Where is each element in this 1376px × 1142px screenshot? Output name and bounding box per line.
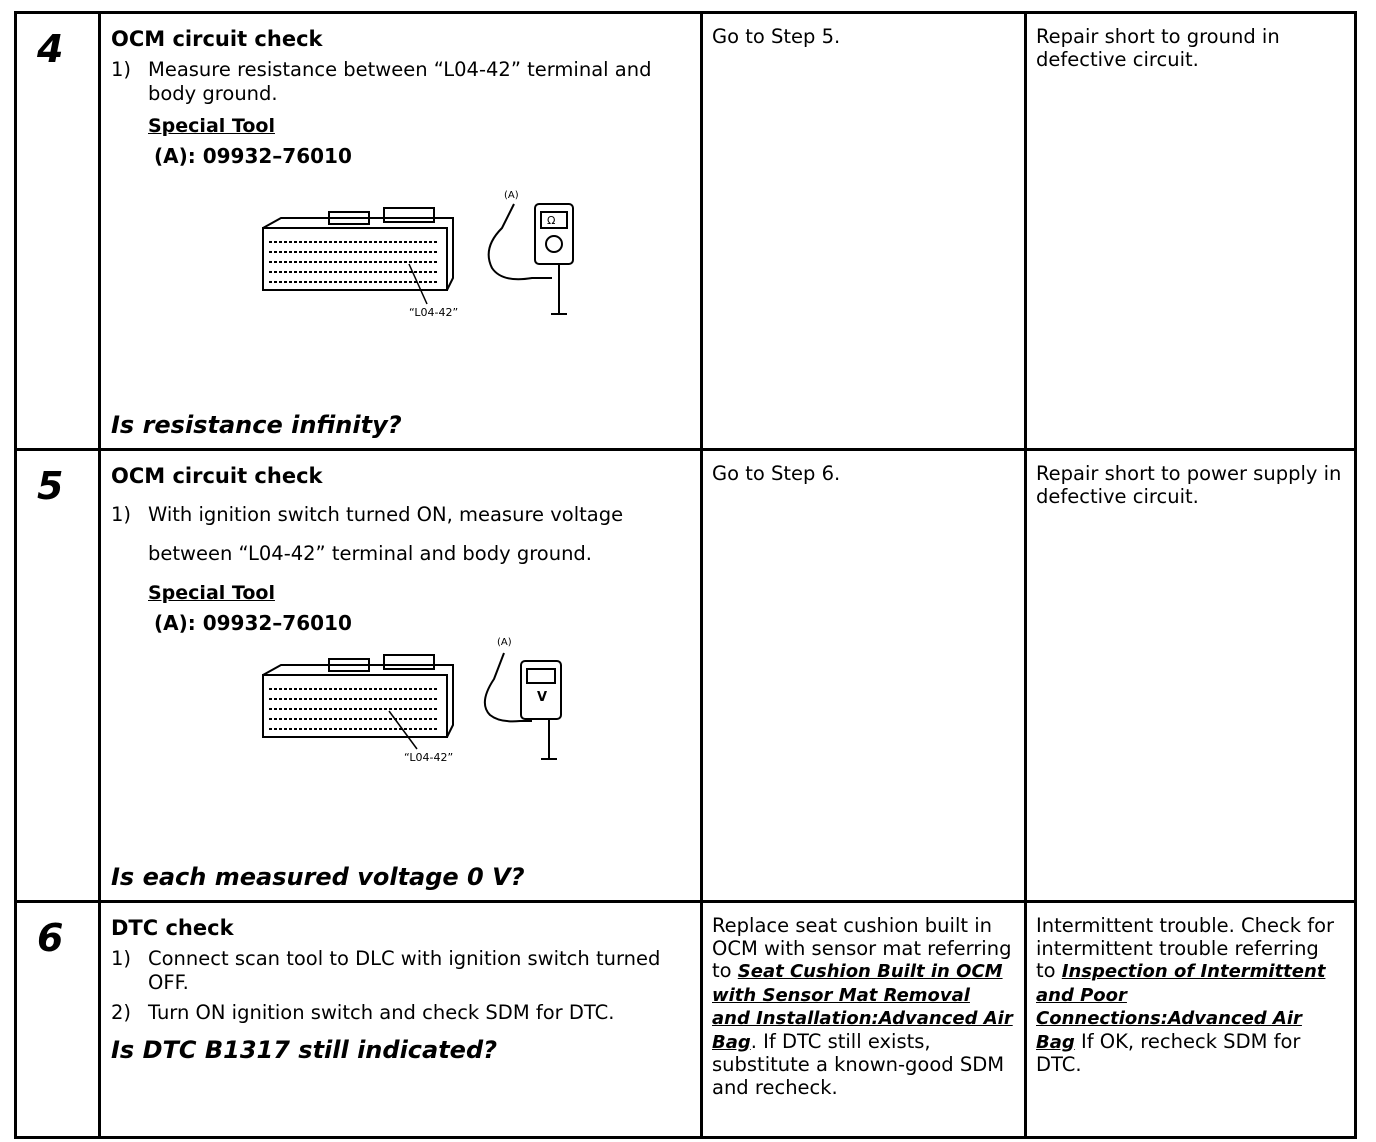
table-row (16, 450, 1356, 902)
question: Is DTC B1317 still indicated? (111, 1036, 498, 1064)
step-number: 5 (37, 464, 64, 508)
connector-voltmeter-diagram (259, 631, 579, 771)
connector-icon (263, 655, 453, 749)
no-text: Repair short to ground in defective circuit. (1036, 25, 1280, 71)
item-number: 1) (111, 58, 132, 81)
no-text-after: If OK, recheck SDM for DTC. (1036, 1029, 1301, 1076)
list-item (111, 495, 690, 573)
meter-symbol: Ω (547, 214, 556, 227)
action-cell (100, 902, 702, 1138)
terminal-label: “L04-42” (409, 306, 459, 319)
item-text: Measure resistance between “L04-42” terminal and body ground. (148, 58, 652, 105)
question: Is each measured voltage 0 V? (111, 863, 525, 891)
item-number: 2) (111, 1001, 132, 1024)
connector-ohmmeter-diagram (259, 184, 579, 324)
item-number: 1) (111, 503, 132, 526)
no-cell (1026, 902, 1356, 1138)
step-title: OCM circuit check (111, 27, 323, 51)
step-cell (16, 13, 100, 450)
item-text: Connect scan tool to DLC with ignition switch turned OFF. (148, 947, 661, 994)
no-text (1027, 903, 1354, 1077)
step-number: 6 (37, 916, 64, 960)
no-text: Repair short to power supply in defective circuit. (1036, 462, 1342, 508)
intermittent-inspection-link[interactable]: Inspection of Intermittent and Poor Connections:Advanced Air Bag (1036, 961, 1326, 1053)
yes-text-before: Replace seat cushion built in OCM with sensor mat referring to (712, 914, 1012, 982)
no-text-before: Intermittent trouble. Check for intermittent trouble referring to (1036, 914, 1335, 982)
no-cell (1026, 450, 1356, 902)
seat-cushion-link[interactable]: Seat Cushion Built in OCM with Sensor Mat Removal and Installation:Advanced Air Bag (712, 961, 1013, 1053)
yes-cell (702, 13, 1026, 450)
yes-text: Go to Step 5. (712, 25, 841, 48)
yes-text: Go to Step 6. (712, 462, 841, 485)
probe-label: (A) (504, 190, 519, 201)
list-item (111, 947, 690, 995)
list-item (111, 1001, 690, 1025)
connector-icon (263, 208, 453, 304)
list-item (111, 58, 690, 106)
meter-symbol: V (537, 690, 548, 705)
table-row (16, 13, 1356, 450)
special-tool-value: (A): 09932–76010 (154, 144, 352, 168)
yes-cell (702, 902, 1026, 1138)
no-cell (1026, 13, 1356, 450)
yes-text (703, 903, 1024, 1099)
action-cell (100, 450, 702, 902)
yes-cell (702, 450, 1026, 902)
special-tool-label: Special Tool (148, 115, 275, 137)
step-title: DTC check (111, 916, 234, 940)
question: Is resistance infinity? (111, 411, 402, 439)
ohmmeter-icon (489, 204, 573, 314)
step-cell (16, 902, 100, 1138)
item-number: 1) (111, 947, 132, 970)
voltmeter-icon (485, 653, 561, 759)
troubleshooting-table (14, 11, 1357, 1139)
step-cell (16, 450, 100, 902)
special-tool-value: (A): 09932–76010 (154, 611, 352, 635)
step-number: 4 (37, 27, 64, 71)
terminal-label: “L04-42” (404, 751, 454, 764)
yes-text-after: . If DTC still exists, substitute a known-good SDM and recheck. (712, 1029, 1005, 1099)
special-tool-label: Special Tool (148, 582, 275, 604)
table-row (16, 902, 1356, 1138)
item-text: Turn ON ignition switch and check SDM for DTC. (148, 1001, 615, 1024)
item-text: With ignition switch turned ON, measure voltage between “L04-42” terminal and body ground. (148, 503, 624, 565)
step-title: OCM circuit check (111, 464, 323, 488)
action-cell (100, 13, 702, 450)
probe-label: (A) (497, 637, 512, 648)
